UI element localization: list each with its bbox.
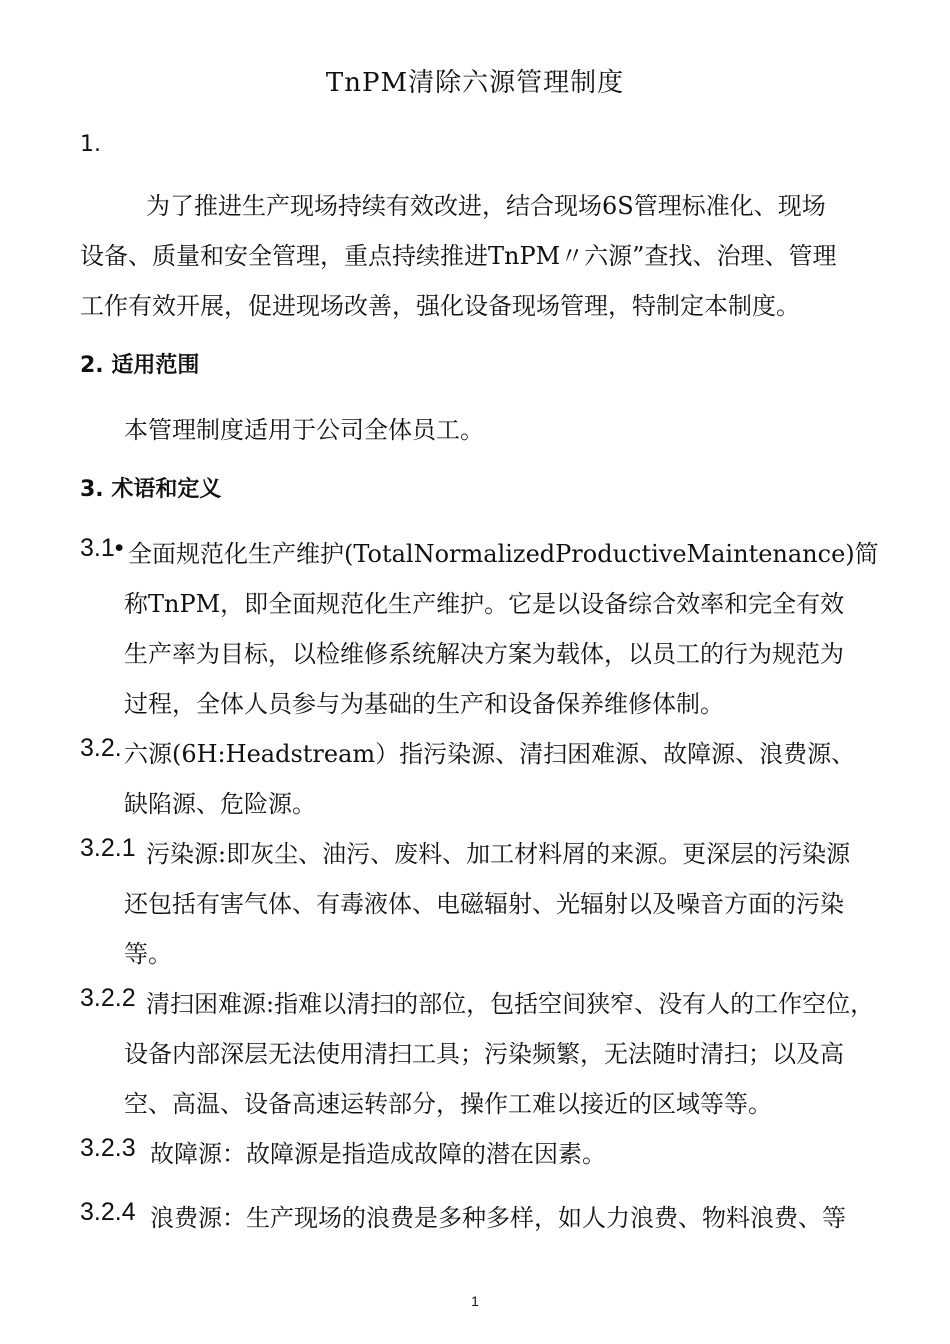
section-1-heading: 1. [80, 132, 101, 157]
section-1-paragraph-line-1: 为了推进生产现场持续有效改进，结合现场6S管理标准化、现场 [146, 192, 826, 220]
section-2-heading: 2. 适用范围 [80, 353, 200, 378]
item-3-2-2-line-3: 空、高温、设备高速运转部分，操作工难以接近的区域等等。 [124, 1090, 772, 1118]
item-3-2-line-2: 缺陷源、危险源。 [124, 790, 316, 818]
section-1-paragraph-line-3: 工作有效开展，促进现场改善，强化设备现场管理，特制定本制度。 [80, 292, 800, 320]
item-3-2-3-line-1: 故障源：故障源是指造成故障的潜在因素。 [150, 1140, 606, 1168]
item-3-2-line-1: 六源(6H:Headstream）指污染源、清扫困难源、故障源、浪费源、 [124, 740, 856, 768]
item-3-2-2-number: 3.2.2 [80, 984, 136, 1012]
item-3-2-1-number: 3.2.1 [80, 834, 136, 862]
item-3-2-2-line-1: 清扫困难源:指难以清扫的部位，包括空间狭窄、没有人的工作空位， [146, 990, 875, 1018]
item-3-2-3-number: 3.2.3 [80, 1134, 136, 1162]
item-3-1-line-2: 称TnPM，即全面规范化生产维护。它是以设备综合效率和完全有效 [124, 590, 845, 618]
item-3-1-line-4: 过程，全体人员参与为基础的生产和设备保养维修体制。 [124, 690, 724, 718]
item-3-2-1-line-3: 等。 [124, 940, 172, 968]
section-2-paragraph: 本管理制度适用于公司全体员工。 [124, 416, 484, 444]
item-3-1-line-1: 全面规范化生产维护(TotalNormalizedProductiveMaintenance)简 [128, 540, 879, 568]
document-title: TnPM清除六源管理制度 [325, 68, 625, 98]
item-3-2-4-line-1: 浪费源：生产现场的浪费是多种多样，如人力浪费、物料浪费、等 [150, 1204, 846, 1232]
item-3-2-2-line-2: 设备内部深层无法使用清扫工具；污染频繁，无法随时清扫；以及高 [124, 1040, 844, 1068]
section-3-heading: 3. 术语和定义 [80, 477, 222, 502]
section-1-paragraph-line-2: 设备、质量和安全管理，重点持续推进TnPM〃六源”查找、治理、管理 [80, 242, 837, 270]
item-3-2-number: 3.2. [80, 734, 122, 762]
item-3-2-1-line-1: 污染源:即灰尘、油污、废料、加工材料屑的来源。更深层的污染源 [146, 840, 851, 868]
item-3-2-4-number: 3.2.4 [80, 1198, 136, 1226]
item-3-1-line-3: 生产率为目标，以检维修系统解决方案为载体，以员工的行为规范为 [124, 640, 844, 668]
item-3-2-1-line-2: 还包括有害气体、有毒液体、电磁辐射、光辐射以及噪音方面的污染 [124, 890, 844, 918]
page-number: 1 [471, 1293, 479, 1309]
item-3-1-number: 3.1• [80, 534, 124, 562]
